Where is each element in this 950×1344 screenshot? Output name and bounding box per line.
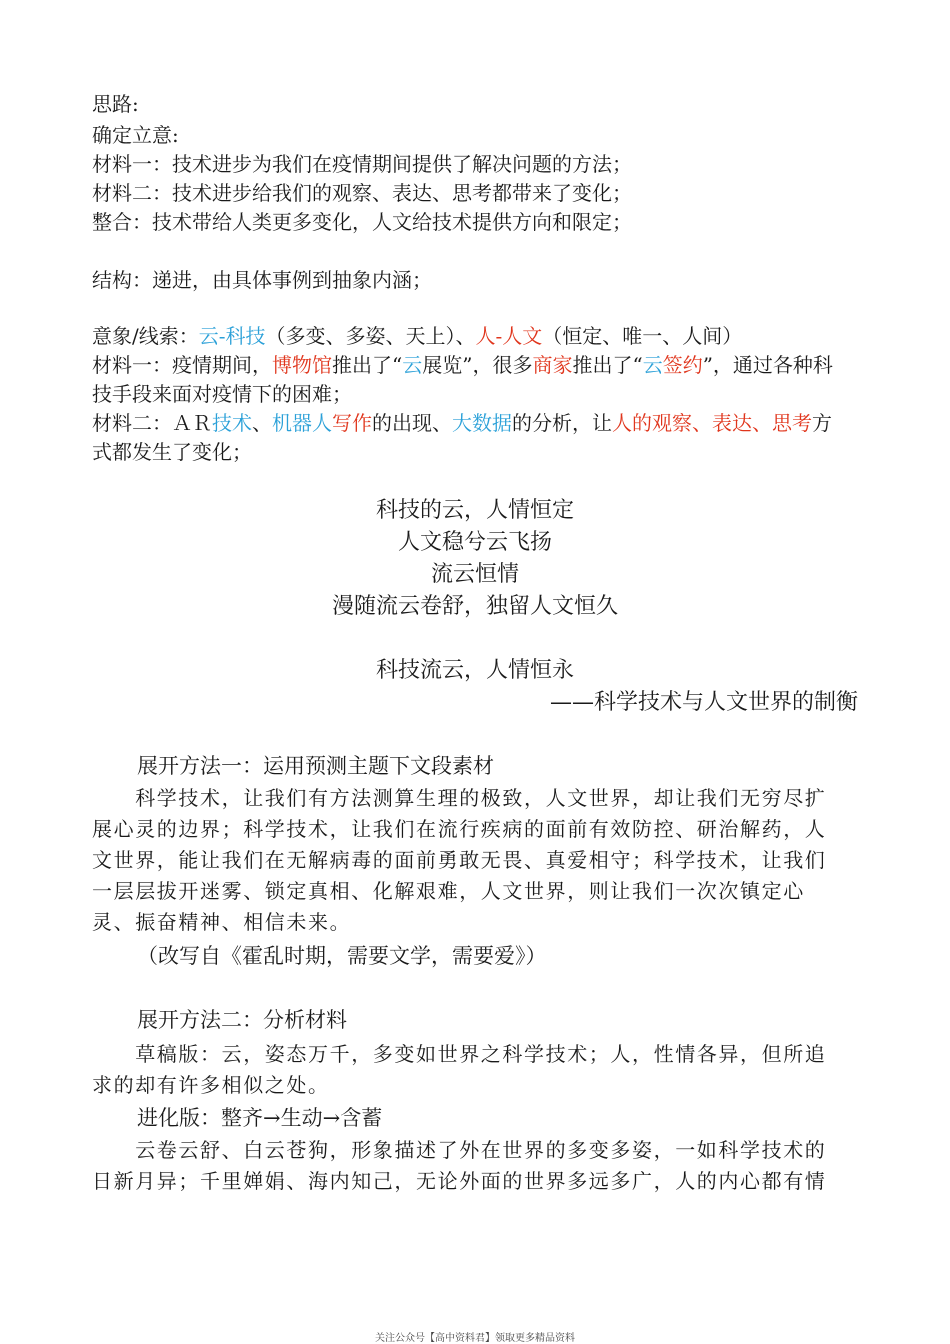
evolved-version-heading: 进化版：整齐→生动→含蓄 xyxy=(137,1106,383,1130)
title-option-5-subtitle: ——科学技术与人文世界的制衡 xyxy=(549,690,858,715)
material-one-detail xyxy=(92,351,833,379)
title-option-5: 科技流云，人情恒永 xyxy=(375,658,574,683)
material-two-detail xyxy=(92,409,832,437)
method-one-line: 展心灵的边界；科学技术，让我们在流行疾病的面前有效防控、研治解药，人 xyxy=(92,817,827,841)
method-one-heading: 展开方法一：运用预测主题下文段素材 xyxy=(137,754,494,778)
imagery-label: 意象/线索： xyxy=(92,324,199,348)
m2-text-c: 方 xyxy=(812,411,832,435)
title-option-4: 漫随流云卷舒，独留人文恒久 xyxy=(331,594,618,619)
human-description: （恒定、唯一、人间） xyxy=(542,324,743,348)
m1-text-c: 推出了“ xyxy=(572,353,643,377)
m2-text-b: 的分析，让 xyxy=(512,411,612,435)
robot-keyword: 机器人 xyxy=(272,411,332,435)
m2-separator: 、 xyxy=(252,411,272,435)
human-keyword: 人-人文 xyxy=(475,324,543,348)
merchant-keyword: 商家 xyxy=(532,353,573,377)
method-one-line: 文世界，能让我们在无解病毒的面前勇敢无畏、真爱相守；科学技术，让我们 xyxy=(92,848,827,872)
bigdata-keyword: 大数据 xyxy=(452,411,512,435)
write-keyword: 写作 xyxy=(332,411,372,435)
draft-line: 草稿版：云，姿态万千，多变如世界之科学技术；人，性情各异，但所追 xyxy=(92,1042,827,1066)
tech-word-keyword: 技术 xyxy=(212,411,252,435)
evolved-line: 日新月异；千里婵娟、海内知己，无论外面的世界多远多广，人的内心都有情 xyxy=(92,1169,827,1193)
method-one-line: 一层层拔开迷雾、锁定真相、化解艰难，人文世界，则让我们一次次镇定心 xyxy=(92,879,805,903)
material-one-detail-line2: 技手段来面对疫情下的困难； xyxy=(92,382,352,406)
cloud-keyword-1: 云 xyxy=(402,353,423,377)
m1-text-d: ”，通过各种科 xyxy=(702,353,833,377)
imagery-line xyxy=(92,322,742,350)
material-two-summary: 材料二：技术进步给我们的观察、表达、思考都带来了变化； xyxy=(92,181,632,205)
structure-line: 结构：递进，由具体事例到抽象内涵； xyxy=(92,268,432,292)
museum-keyword: 博物馆 xyxy=(272,353,332,377)
sign-keyword: 签约 xyxy=(662,353,703,377)
tech-keyword: 云-科技 xyxy=(198,324,266,348)
confirm-theme: 确定立意: xyxy=(92,123,179,147)
method-one-line: 科学技术，让我们有方法测算生理的极致，人文世界，却让我们无穷尽扩 xyxy=(92,786,827,810)
material-one-summary: 材料一：技术进步为我们在疫情期间提供了解决问题的方法； xyxy=(92,152,632,176)
title-option-1: 科技的云，人情恒定 xyxy=(375,498,574,523)
integration-summary: 整合：技术带给人类更多变化，人文给技术提供方向和限定； xyxy=(92,210,632,234)
title-option-3: 流云恒情 xyxy=(430,562,519,587)
method-one-line: 灵、振奋精神、相信未来。 xyxy=(92,910,352,934)
m1-prefix: 材料一：疫情期间， xyxy=(92,353,272,377)
footer-note: 关注公众号【高中资料君】领取更多精品资料 xyxy=(375,1333,575,1344)
m1-text-b: 展览”，很多 xyxy=(422,353,533,377)
title-option-2: 人文稳兮云飞扬 xyxy=(397,530,552,555)
m1-text-a: 推出了“ xyxy=(332,353,403,377)
method-one-source: （改写自《霍乱时期，需要文学，需要爱》） xyxy=(137,944,547,968)
cloud-keyword-2: 云 xyxy=(642,353,663,377)
method-two-heading: 展开方法二：分析材料 xyxy=(137,1008,347,1032)
m2-prefix: 材料二：ＡＲ xyxy=(92,411,212,435)
thinking-title: 思路: xyxy=(92,92,139,116)
tech-description: （多变、多姿、天上）、 xyxy=(265,324,476,348)
people-observation-keyword: 人的观察、表达、思考 xyxy=(612,411,812,435)
material-two-detail-line2: 式都发生了变化； xyxy=(92,440,252,464)
draft-line: 求的却有许多相似之处。 xyxy=(92,1073,330,1097)
m2-text-a: 的出现、 xyxy=(372,411,452,435)
evolved-line: 云卷云舒、白云苍狗，形象描述了外在世界的多变多姿，一如科学技术的 xyxy=(92,1138,827,1162)
